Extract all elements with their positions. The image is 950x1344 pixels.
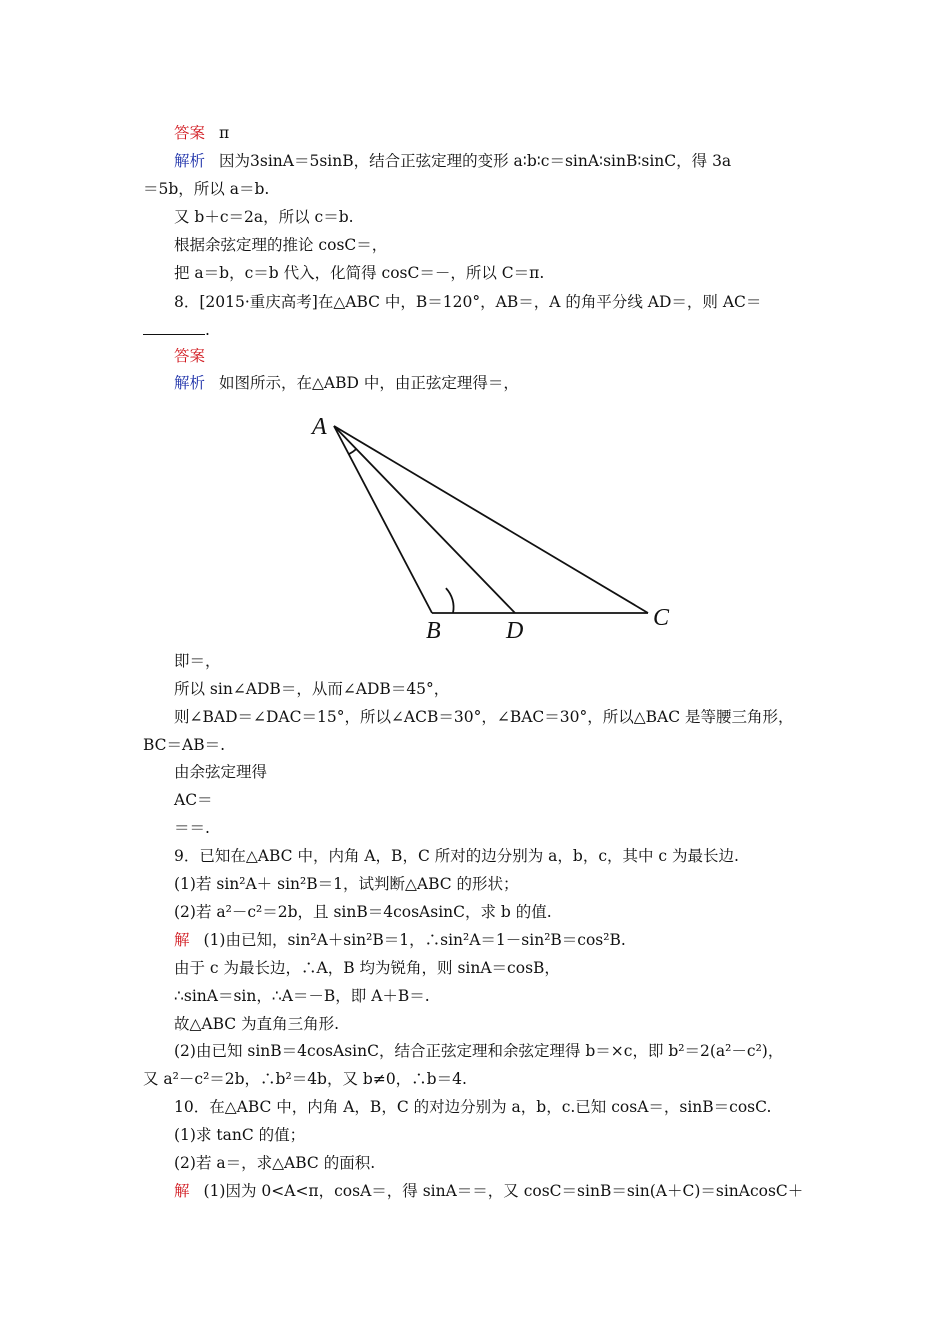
angle-bad-arc [349, 449, 357, 454]
q8-line-l4: BC＝AB＝. [143, 736, 226, 754]
q7-analysis-line3: 又 b＋c＝2a，所以 c＝b. [174, 208, 354, 226]
segment-ad [334, 426, 515, 613]
angle-abc-arc [446, 588, 454, 613]
stem-end-mark: . [205, 321, 210, 339]
q9-part1: (1)若 sin²A＋ sin²B＝1，试判断△ABC 的形状； [174, 875, 519, 893]
q9-solution-line6: 又 a²－c²＝2b，∴b²＝4b，又 b≠0，∴b＝4. [143, 1070, 467, 1088]
vertex-b-label: B [426, 618, 441, 644]
analysis-label: 解析 [174, 374, 206, 392]
q8-stem: 8．[2015·重庆高考]在△ABC 中，B＝120°，AB＝，A 的角平分线 AD＝，则 AC＝ [174, 293, 762, 311]
solution-text: (1)因为 0<A<π，cosA＝，得 sinA＝＝，又 cosC＝sinB＝sin(A＋C)＝sinAcosC＋ [203, 1182, 804, 1200]
solution-text: (1)由已知，sin²A＋sin²B＝1，∴sin²A＝1－sin²B＝cos²B. [203, 931, 626, 949]
q10-solution-line1 [174, 1181, 803, 1201]
q8-stem-end [143, 320, 210, 340]
q7-analysis-line4: 根据余弦定理的推论 cosC＝， [174, 236, 388, 254]
q7-analysis-line5: 把 a＝b，c＝b 代入，化简得 cosC＝－，所以 C＝π. [174, 264, 545, 282]
q8-answer-label: 答案 [174, 347, 206, 365]
analysis-label: 解析 [174, 152, 206, 170]
q8-line-l2: 所以 sin∠ADB＝，从而∠ADB＝45°， [174, 680, 450, 698]
vertex-c-label: C [653, 605, 670, 631]
q10-stem: 10．在△ABC 中，内角 A，B，C 的对边分别为 a，b，c.已知 cosA＝，sinB＝cosC. [174, 1098, 772, 1116]
answer-value: π [219, 124, 230, 142]
solution-label: 解 [174, 931, 190, 949]
q10-part1: (1)求 tanC 的值； [174, 1126, 306, 1144]
q8-line-l5: 由余弦定理得 [174, 763, 268, 781]
q9-solution-line1 [174, 930, 626, 950]
q7-analysis-line2: ＝5b，所以 a＝b. [143, 180, 270, 198]
analysis-text: 如图所示，在△ABD 中，由正弦定理得＝， [219, 374, 519, 392]
answer-blank [143, 320, 205, 335]
q8-line-l3: 则∠BAD＝∠DAC＝15°，所以∠ACB＝30°，∠BAC＝30°，所以△BAC 是等腰三角形， [174, 708, 794, 726]
solution-label: 解 [174, 1182, 190, 1200]
q9-solution-line4: 故△ABC 为直角三角形. [174, 1015, 340, 1033]
answer-label: 答案 [174, 124, 206, 142]
analysis-text: 因为3sinA＝5sinB，结合正弦定理的变形 a∶b∶c＝sinA∶sinB∶sinC，得 3a [219, 152, 732, 170]
segment-ac [334, 426, 648, 613]
vertex-a-label: A [312, 414, 327, 440]
q7-analysis-line1 [174, 151, 731, 171]
q9-part2: (2)若 a²－c²＝2b，且 sinB＝4cosAsinC，求 b 的值. [174, 903, 552, 921]
q10-part2: (2)若 a＝，求△ABC 的面积. [174, 1154, 376, 1172]
q8-line-l6: AC＝ [174, 791, 213, 809]
q8-line-l1: 即＝， [174, 652, 221, 670]
triangle-figure [298, 400, 684, 648]
q9-solution-line3: ∴sinA＝sin，∴A＝－B，即 A＋B＝. [174, 987, 430, 1005]
q9-solution-line2: 由于 c 为最长边，∴A，B 均为锐角，则 sinA＝cosB， [174, 959, 560, 977]
triangle-diagram [298, 400, 684, 648]
q9-stem: 9．已知在△ABC 中，内角 A，B，C 所对的边分别为 a，b，c，其中 c 为最长边. [174, 847, 739, 865]
q8-line-l7: ＝＝. [174, 819, 210, 837]
q8-analysis-line1 [174, 373, 519, 393]
vertex-d-label: D [506, 618, 524, 644]
q9-solution-line5: (2)由已知 sinB＝4cosAsinC，结合正弦定理和余弦定理得 b＝×c，即 b²＝2(a²－c²)， [174, 1042, 784, 1060]
segment-ab [334, 426, 432, 613]
q7-answer-line [174, 123, 229, 143]
